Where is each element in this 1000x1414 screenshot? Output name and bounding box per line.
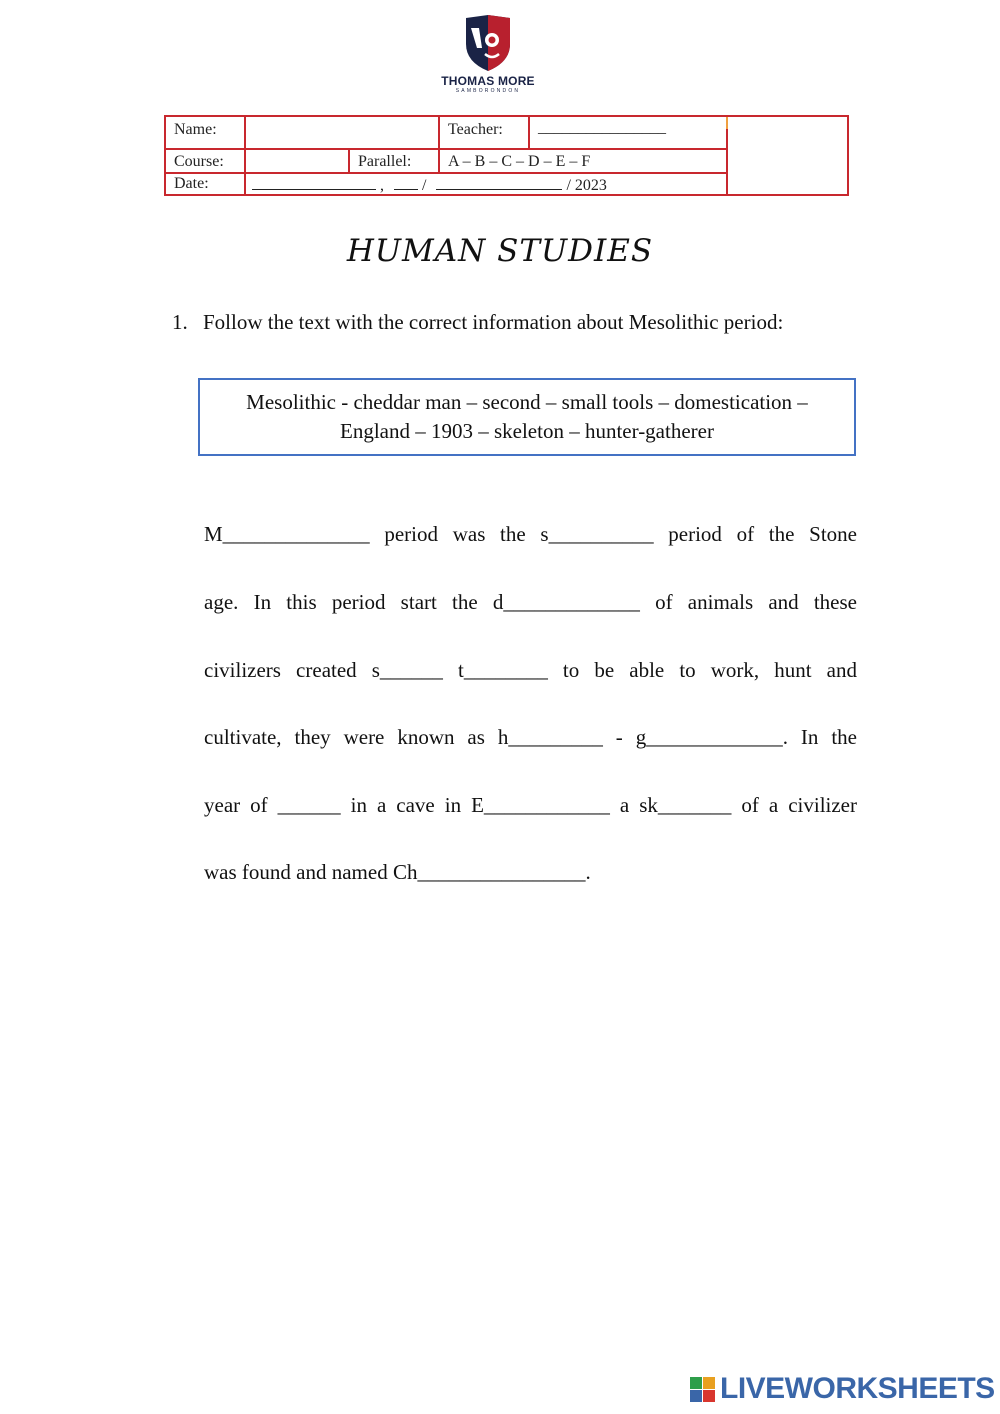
table-accent: [726, 117, 728, 129]
name-field[interactable]: [246, 117, 438, 148]
date-separator-slash: /: [422, 177, 427, 194]
logo-subtitle: SAMBORONDON: [455, 88, 521, 94]
student-info-table: [164, 115, 849, 196]
word-bank-line: England – 1903 – skeleton – hunter-gatherer: [340, 419, 714, 443]
fill-in-line[interactable]: year of ______ in a cave in E____________ a sk_______ of a civilizer: [204, 793, 857, 817]
parallel-label: Parallel:: [358, 153, 412, 170]
school-crest-icon: [463, 14, 513, 72]
liveworksheets-icon: [690, 1377, 715, 1402]
word-bank: [198, 378, 856, 456]
icon-square: [703, 1377, 715, 1389]
question-1: [172, 310, 783, 335]
school-logo: [438, 14, 538, 100]
question-number: 1.: [172, 310, 188, 334]
teacher-field[interactable]: ________________: [538, 119, 666, 136]
fill-in-line[interactable]: M______________ period was the s__________ period of the Stone: [204, 522, 857, 546]
fill-in-line[interactable]: age. In this period start the d_____________ of animals and these: [204, 590, 857, 614]
date-field[interactable]: [246, 175, 726, 194]
date-label: Date:: [174, 175, 209, 192]
date-extra-blank[interactable]: [436, 175, 562, 190]
logo-name: THOMAS MORE: [441, 74, 535, 88]
date-year: / 2023: [566, 177, 607, 194]
liveworksheets-text: LIVEWORKSHEETS: [720, 1372, 995, 1405]
table-divider: [166, 172, 728, 174]
word-bank-line: Mesolithic - cheddar man – second – small tools – domestication –: [246, 390, 808, 414]
teacher-label: Teacher:: [448, 121, 503, 138]
liveworksheets-brand: [690, 1374, 995, 1404]
page-title: HUMAN STUDIES: [346, 233, 654, 269]
parallel-options[interactable]: A – B – C – D – E – F: [448, 153, 591, 170]
fill-in-line[interactable]: civilizers created s______ t________ to be able to work, hunt and: [204, 658, 857, 682]
fill-in-line[interactable]: was found and named Ch________________.: [204, 860, 591, 884]
date-separator-comma: ,: [380, 177, 384, 194]
course-label: Course:: [174, 153, 224, 170]
name-label: Name:: [174, 121, 217, 138]
fill-in-line[interactable]: cultivate, they were known as h_________ - g_____________. In the: [204, 725, 857, 749]
question-text: Follow the text with the correct information about Mesolithic period:: [203, 310, 784, 334]
icon-square: [690, 1390, 702, 1402]
icon-square: [690, 1377, 702, 1389]
course-field[interactable]: [246, 149, 348, 172]
icon-square: [703, 1390, 715, 1402]
date-month-blank[interactable]: [394, 175, 418, 190]
date-day-blank[interactable]: [252, 175, 376, 190]
